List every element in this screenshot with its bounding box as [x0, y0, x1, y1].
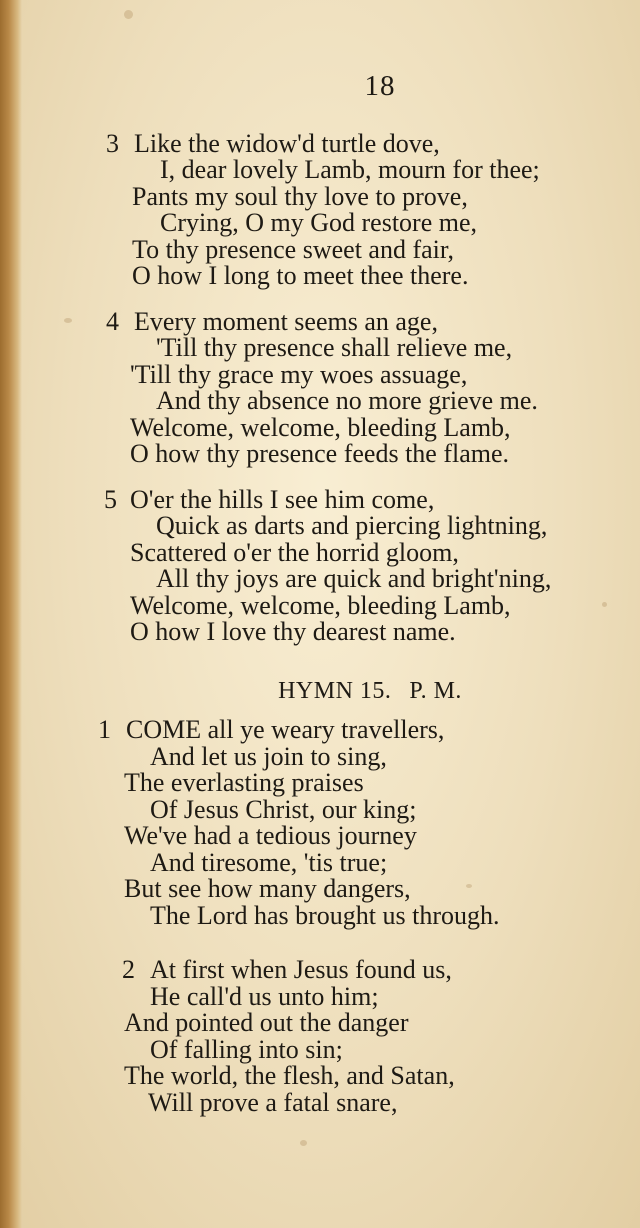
verse-line: O how I love thy dearest name.: [130, 617, 456, 646]
verse-line: And pointed out the danger: [124, 1008, 409, 1037]
verse-line: Of Jesus Christ, our king;: [150, 795, 417, 824]
paper-stain: [602, 602, 607, 607]
verse-line: And let us join to sing,: [150, 742, 387, 771]
verse-line: COME all ye weary travellers,: [126, 715, 445, 744]
hymn-heading: [0, 677, 640, 705]
paper-stain: [300, 1140, 307, 1146]
verse-line: 'Till thy presence shall relieve me,: [156, 333, 513, 362]
verse-line: O how thy presence feeds the flame.: [130, 439, 510, 468]
verse-line: And thy absence no more grieve me.: [156, 386, 538, 415]
verse-number: 3: [106, 129, 119, 158]
verse-line: Welcome, welcome, bleeding Lamb,: [130, 413, 511, 442]
verse-line: Every moment seems an age,: [134, 307, 438, 336]
verse-line: Of falling into sin;: [150, 1035, 343, 1064]
verse-line: He call'd us unto him;: [150, 982, 379, 1011]
hymn-title: HYMN 15.: [278, 678, 392, 704]
verse-line: Pants my soul thy love to prove,: [132, 182, 468, 211]
verse-line: At first when Jesus found us,: [150, 955, 452, 984]
verse-number: 2: [122, 955, 135, 984]
verse-line: Welcome, welcome, bleeding Lamb,: [130, 591, 511, 620]
paper-stain: [466, 884, 472, 888]
verse-number: 1: [98, 715, 111, 744]
verse-line: The Lord has brought us through.: [150, 901, 500, 930]
verse-line: But see how many dangers,: [124, 874, 411, 903]
verse-line: To thy presence sweet and fair,: [132, 235, 455, 264]
verse-line: Scattered o'er the horrid gloom,: [130, 538, 459, 567]
page-binding-edge: [0, 0, 22, 1228]
verse-line: The world, the flesh, and Satan,: [124, 1061, 455, 1090]
verse-number: 4: [106, 307, 119, 336]
verse-line: O'er the hills I see him come,: [130, 485, 435, 514]
paper-stain: [124, 10, 133, 19]
verse-line: 'Till thy grace my woes assuage,: [130, 360, 468, 389]
verse-line: Like the widow'd turtle dove,: [134, 129, 440, 158]
verse-line: O how I long to meet thee there.: [132, 261, 469, 290]
verse-line: We've had a tedious journey: [124, 821, 417, 850]
verse-line: I, dear lovely Lamb, mourn for thee;: [160, 155, 540, 184]
hymn-meter: P. M.: [409, 678, 462, 704]
page-number: 18: [364, 70, 396, 102]
verse-line: The everlasting praises: [124, 768, 364, 797]
verse-line: Quick as darts and piercing lightning,: [156, 511, 548, 540]
verse-line: And tiresome, 'tis true;: [150, 848, 388, 877]
verse-line: Crying, O my God restore me,: [160, 208, 478, 237]
verse-number: 5: [104, 485, 117, 514]
verse-line: Will prove a fatal snare,: [148, 1088, 398, 1117]
paper-stain: [64, 318, 72, 323]
verse-line: All thy joys are quick and bright'ning,: [156, 564, 552, 593]
